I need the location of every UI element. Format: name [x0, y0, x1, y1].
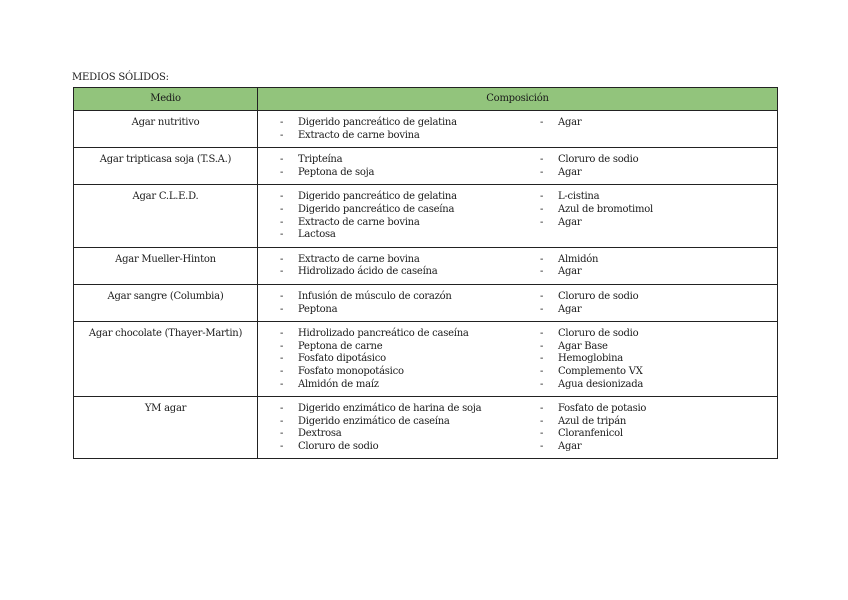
- list-item: [280, 428, 540, 441]
- bullet-dash: -: [280, 440, 284, 452]
- list-item: [540, 353, 643, 366]
- ingredient-text: Digerido pancreático de caseína: [298, 203, 455, 215]
- bullet-dash: -: [280, 340, 284, 352]
- composition-cell: [258, 284, 778, 321]
- composition-cell: [258, 185, 778, 247]
- list-item: [280, 353, 540, 366]
- bullet-dash: -: [540, 353, 544, 365]
- list-item: [540, 341, 643, 354]
- list-item: [540, 254, 598, 267]
- bullet-dash: -: [540, 191, 544, 203]
- ingredient-text: Cloruro de sodio: [558, 328, 639, 340]
- list-item: [280, 366, 540, 379]
- bullet-dash: -: [280, 117, 284, 128]
- ingredient-text: Hidrolizado pancreático de caseína: [298, 328, 469, 340]
- ingredient-text: Fosfato de potasio: [558, 403, 647, 415]
- ingredient-text: Extracto de carne bovina: [298, 216, 420, 228]
- list-item: [280, 441, 540, 454]
- list-item: [540, 204, 653, 217]
- table-row: [74, 185, 778, 247]
- list-item: [540, 154, 638, 167]
- list-item: [280, 379, 540, 392]
- table-row: [74, 247, 778, 284]
- list-item: [540, 117, 581, 130]
- list-item: [280, 130, 540, 143]
- ingredient-text: Agar: [558, 303, 582, 315]
- list-item: [280, 266, 540, 279]
- bullet-dash: -: [540, 328, 544, 340]
- bullet-dash: -: [280, 428, 284, 440]
- ingredient-text: Azul de tripán: [558, 415, 627, 427]
- medium-name: Agar nutritivo: [74, 111, 258, 148]
- ingredient-text: Peptona de carne: [298, 340, 383, 352]
- ingredient-text: Fosfato monopotásico: [298, 365, 404, 377]
- header-medio: Medio: [74, 88, 258, 111]
- bullet-dash: -: [540, 203, 544, 215]
- bullet-dash: -: [280, 378, 284, 390]
- medium-name: YM agar: [74, 397, 258, 459]
- medium-name: Agar chocolate (Thayer-Martin): [74, 322, 258, 397]
- list-item: [540, 328, 643, 341]
- bullet-dash: -: [540, 253, 544, 265]
- composition-list-left: [258, 403, 540, 453]
- ingredient-text: Peptona: [298, 303, 338, 315]
- ingredient-text: Almidón de maíz: [298, 378, 379, 390]
- bullet-dash: -: [540, 403, 544, 415]
- composition-cell: [258, 111, 778, 148]
- bullet-dash: -: [540, 166, 544, 178]
- bullet-dash: -: [280, 328, 284, 340]
- ingredient-text: Cloruro de sodio: [558, 154, 639, 166]
- ingredient-text: Cloruro de sodio: [558, 290, 639, 302]
- bullet-dash: -: [280, 229, 284, 241]
- ingredient-text: Cloranfenicol: [558, 428, 623, 440]
- bullet-dash: -: [540, 415, 544, 427]
- bullet-dash: -: [280, 216, 284, 228]
- composition-list-left: [258, 191, 540, 241]
- table-row: [74, 111, 778, 148]
- bullet-dash: -: [280, 253, 284, 265]
- composition-cell: [258, 397, 778, 459]
- bullet-dash: -: [280, 166, 284, 178]
- ingredient-text: Digerido pancreático de gelatina: [298, 191, 457, 203]
- ingredient-text: Agar Base: [558, 340, 608, 352]
- bullet-dash: -: [280, 266, 284, 278]
- bullet-dash: -: [280, 303, 284, 315]
- ingredient-text: Peptona de soja: [298, 166, 375, 178]
- media-table: [73, 87, 778, 459]
- bullet-dash: -: [540, 117, 544, 128]
- composition-cell: [258, 322, 778, 397]
- table-row: [74, 322, 778, 397]
- composition-list-right: [540, 117, 581, 142]
- list-item: [540, 291, 638, 304]
- list-item: [280, 254, 540, 267]
- ingredient-text: Agua desionizada: [558, 378, 644, 390]
- ingredient-text: Agar: [558, 440, 582, 452]
- ingredient-text: Hemoglobina: [558, 353, 624, 365]
- ingredient-text: Almidón: [558, 253, 599, 265]
- composition-list-left: [258, 154, 540, 179]
- bullet-dash: -: [280, 415, 284, 427]
- list-item: [540, 217, 653, 230]
- list-item: [540, 403, 646, 416]
- bullet-dash: -: [540, 266, 544, 278]
- ingredient-text: Agar: [558, 216, 582, 228]
- bullet-dash: -: [540, 440, 544, 452]
- ingredient-text: Extracto de carne bovina: [298, 129, 420, 141]
- bullet-dash: -: [280, 129, 284, 141]
- ingredient-text: Fosfato dipotásico: [298, 353, 386, 365]
- list-item: [280, 328, 540, 341]
- list-item: [540, 416, 646, 429]
- medium-name: Agar tripticasa soja (T.S.A.): [74, 148, 258, 185]
- bullet-dash: -: [280, 353, 284, 365]
- list-item: [280, 341, 540, 354]
- ingredient-text: Cloruro de sodio: [298, 440, 379, 452]
- list-item: [280, 117, 540, 130]
- bullet-dash: -: [280, 290, 284, 302]
- ingredient-text: Agar: [558, 266, 582, 278]
- section-title: MEDIOS SÓLIDOS:: [72, 72, 169, 83]
- ingredient-text: Digerido pancreático de gelatina: [298, 117, 457, 128]
- list-item: [540, 266, 598, 279]
- list-item: [280, 167, 540, 180]
- bullet-dash: -: [280, 403, 284, 415]
- composition-cell: [258, 148, 778, 185]
- bullet-dash: -: [540, 428, 544, 440]
- composition-list-left: [258, 291, 540, 316]
- bullet-dash: -: [540, 303, 544, 315]
- bullet-dash: -: [280, 154, 284, 166]
- composition-list-right: [540, 291, 638, 316]
- ingredient-text: Digerido enzimático de harina de soja: [298, 403, 482, 415]
- list-item: [540, 366, 643, 379]
- ingredient-text: Agar: [558, 166, 582, 178]
- ingredient-text: Complemento VX: [558, 365, 643, 377]
- header-row: [74, 88, 778, 111]
- medium-name: Agar Mueller-Hinton: [74, 247, 258, 284]
- bullet-dash: -: [540, 154, 544, 166]
- ingredient-text: Extracto de carne bovina: [298, 253, 420, 265]
- list-item: [540, 191, 653, 204]
- ingredient-text: Hidrolizado ácido de caseína: [298, 266, 438, 278]
- composition-cell: [258, 247, 778, 284]
- composition-list-right: [540, 403, 646, 453]
- list-item: [280, 217, 540, 230]
- composition-list-right: [540, 254, 598, 279]
- table-row: [74, 148, 778, 185]
- bullet-dash: -: [280, 365, 284, 377]
- list-item: [540, 441, 646, 454]
- ingredient-text: Tripteína: [298, 154, 343, 166]
- bullet-dash: -: [280, 191, 284, 203]
- bullet-dash: -: [540, 216, 544, 228]
- composition-list-right: [540, 328, 643, 391]
- list-item: [540, 304, 638, 317]
- bullet-dash: -: [540, 378, 544, 390]
- composition-list-right: [540, 191, 653, 241]
- ingredient-text: Agar: [558, 117, 582, 128]
- medium-name: Agar C.L.E.D.: [74, 185, 258, 247]
- table-row: [74, 397, 778, 459]
- list-item: [280, 403, 540, 416]
- bullet-dash: -: [280, 203, 284, 215]
- list-item: [280, 204, 540, 217]
- list-item: [540, 428, 646, 441]
- bullet-dash: -: [540, 290, 544, 302]
- list-item: [280, 291, 540, 304]
- list-item: [280, 191, 540, 204]
- table-row: [74, 284, 778, 321]
- list-item: [280, 416, 540, 429]
- composition-list-right: [540, 154, 638, 179]
- ingredient-text: Infusión de músculo de corazón: [298, 290, 452, 302]
- medium-name: Agar sangre (Columbia): [74, 284, 258, 321]
- composition-list-left: [258, 254, 540, 279]
- ingredient-text: Digerido enzimático de caseína: [298, 415, 450, 427]
- bullet-dash: -: [540, 365, 544, 377]
- list-item: [540, 379, 643, 392]
- ingredient-text: Lactosa: [298, 229, 336, 241]
- ingredient-text: Azul de bromotimol: [558, 203, 653, 215]
- composition-list-left: [258, 328, 540, 391]
- header-composicion: Composición: [258, 88, 778, 111]
- list-item: [280, 304, 540, 317]
- list-item: [280, 154, 540, 167]
- bullet-dash: -: [540, 340, 544, 352]
- ingredient-text: Dextrosa: [298, 428, 342, 440]
- composition-list-left: [258, 117, 540, 142]
- ingredient-text: L-cistina: [558, 191, 600, 203]
- list-item: [540, 167, 638, 180]
- list-item: [280, 229, 540, 242]
